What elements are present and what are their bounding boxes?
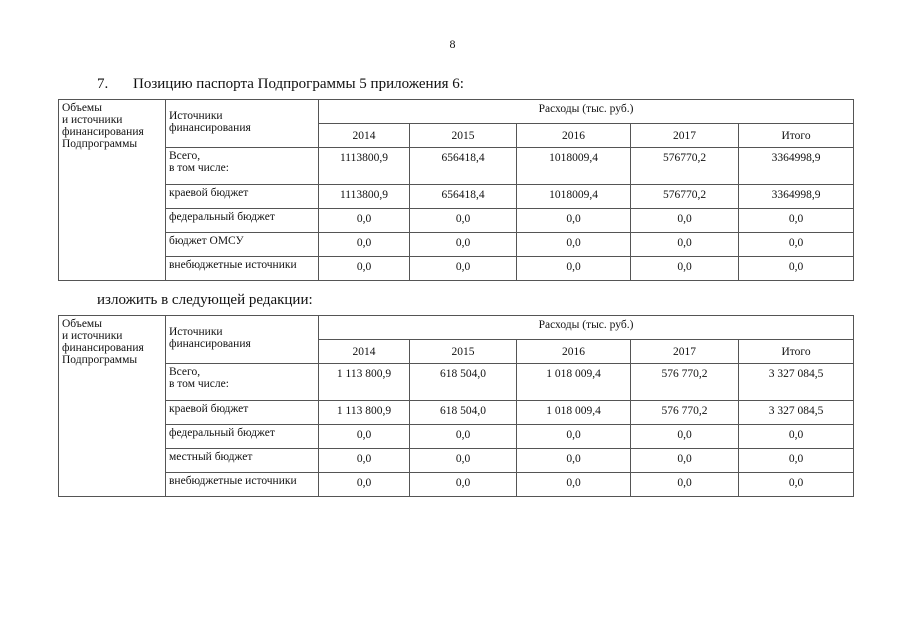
total-header: Итого	[739, 340, 854, 364]
row-label-cell	[59, 316, 166, 497]
year-header: 2015	[410, 124, 517, 148]
value-cell: 1 113 800,9	[319, 401, 410, 425]
source-cell: бюджет ОМСУ	[166, 233, 319, 257]
source-line: Всего,	[169, 366, 201, 378]
value-cell: 1018009,4	[517, 148, 631, 185]
value-cell: 3 327 084,5	[739, 364, 854, 401]
value-cell: 618 504,0	[410, 401, 517, 425]
expenses-header: Расходы (тыс. руб.)	[319, 316, 854, 340]
source-cell: местный бюджет	[166, 449, 319, 473]
value-cell: 576770,2	[631, 148, 739, 185]
value-cell: 0,0	[517, 257, 631, 281]
value-cell: 1 018 009,4	[517, 401, 631, 425]
value-cell: 618 504,0	[410, 364, 517, 401]
row-label-line: и источники	[62, 330, 123, 342]
year-header: 2014	[319, 124, 410, 148]
row-label-line: Подпрограммы	[62, 354, 138, 366]
table-row	[59, 473, 854, 497]
value-cell: 0,0	[739, 449, 854, 473]
year-header: 2017	[631, 340, 739, 364]
value-cell: 0,0	[319, 449, 410, 473]
value-cell: 656418,4	[410, 185, 517, 209]
row-label-line: и источники	[62, 114, 123, 126]
item-text: Позицию паспорта Подпрограммы 5 приложения 6:	[133, 76, 464, 92]
year-header: 2014	[319, 340, 410, 364]
sources-header-line: финансирования	[169, 338, 251, 350]
value-cell: 0,0	[410, 449, 517, 473]
new-financing-table	[58, 315, 854, 497]
year-header: 2015	[410, 340, 517, 364]
source-cell: внебюджетные источники	[166, 257, 319, 281]
value-cell: 3364998,9	[739, 148, 854, 185]
row-label-cell	[59, 100, 166, 281]
table-row	[59, 401, 854, 425]
year-header: 2016	[517, 340, 631, 364]
sources-header-line: Источники	[169, 326, 223, 338]
value-cell: 0,0	[631, 209, 739, 233]
value-cell: 0,0	[319, 257, 410, 281]
source-cell	[166, 148, 319, 185]
old-financing-table	[58, 99, 854, 281]
sources-header-line: финансирования	[169, 122, 251, 134]
value-cell: 0,0	[410, 425, 517, 449]
item-heading	[97, 76, 464, 93]
page-number: 8	[449, 37, 456, 51]
total-header: Итого	[739, 124, 854, 148]
row-label-line: Объемы	[62, 318, 102, 330]
year-header: 2016	[517, 124, 631, 148]
source-cell	[166, 364, 319, 401]
value-cell: 576770,2	[631, 185, 739, 209]
value-cell: 0,0	[631, 449, 739, 473]
source-cell: федеральный бюджет	[166, 209, 319, 233]
value-cell: 1018009,4	[517, 185, 631, 209]
year-header: 2017	[631, 124, 739, 148]
value-cell: 0,0	[319, 425, 410, 449]
source-cell: краевой бюджет	[166, 185, 319, 209]
value-cell: 0,0	[739, 233, 854, 257]
value-cell: 1113800,9	[319, 185, 410, 209]
value-cell: 0,0	[410, 233, 517, 257]
value-cell: 656418,4	[410, 148, 517, 185]
item-number: 7.	[97, 76, 109, 92]
value-cell: 3364998,9	[739, 185, 854, 209]
value-cell: 0,0	[631, 257, 739, 281]
table-row	[59, 449, 854, 473]
value-cell: 0,0	[410, 209, 517, 233]
value-cell: 1 018 009,4	[517, 364, 631, 401]
sources-header-cell	[166, 316, 319, 364]
value-cell: 3 327 084,5	[739, 401, 854, 425]
value-cell: 0,0	[739, 473, 854, 497]
value-cell: 1 113 800,9	[319, 364, 410, 401]
row-label-line: финансирования	[62, 126, 144, 138]
table-row	[59, 233, 854, 257]
table-row	[59, 209, 854, 233]
value-cell: 0,0	[739, 425, 854, 449]
value-cell: 0,0	[410, 473, 517, 497]
value-cell: 0,0	[319, 233, 410, 257]
table-row	[59, 257, 854, 281]
value-cell: 576 770,2	[631, 364, 739, 401]
value-cell: 0,0	[517, 209, 631, 233]
row-label-line: финансирования	[62, 342, 144, 354]
source-cell: краевой бюджет	[166, 401, 319, 425]
source-cell: федеральный бюджет	[166, 425, 319, 449]
value-cell: 0,0	[739, 257, 854, 281]
source-line: в том числе:	[169, 378, 229, 390]
value-cell: 0,0	[319, 473, 410, 497]
value-cell: 0,0	[517, 425, 631, 449]
row-label-line: Объемы	[62, 102, 102, 114]
value-cell: 0,0	[631, 473, 739, 497]
table-row	[59, 148, 854, 185]
value-cell: 0,0	[517, 449, 631, 473]
table-row	[59, 364, 854, 401]
value-cell: 0,0	[517, 233, 631, 257]
sources-header-cell	[166, 100, 319, 148]
value-cell: 0,0	[319, 209, 410, 233]
source-line: Всего,	[169, 150, 201, 162]
value-cell: 0,0	[410, 257, 517, 281]
value-cell: 0,0	[739, 209, 854, 233]
value-cell: 576 770,2	[631, 401, 739, 425]
value-cell: 0,0	[631, 425, 739, 449]
sources-header-line: Источники	[169, 110, 223, 122]
replacement-intro: изложить в следующей редакции:	[97, 292, 313, 308]
source-cell: внебюджетные источники	[166, 473, 319, 497]
value-cell: 1113800,9	[319, 148, 410, 185]
value-cell: 0,0	[517, 473, 631, 497]
row-label-line: Подпрограммы	[62, 138, 138, 150]
table-row	[59, 425, 854, 449]
expenses-header: Расходы (тыс. руб.)	[319, 100, 854, 124]
table-row	[59, 185, 854, 209]
source-line: в том числе:	[169, 162, 229, 174]
value-cell: 0,0	[631, 233, 739, 257]
